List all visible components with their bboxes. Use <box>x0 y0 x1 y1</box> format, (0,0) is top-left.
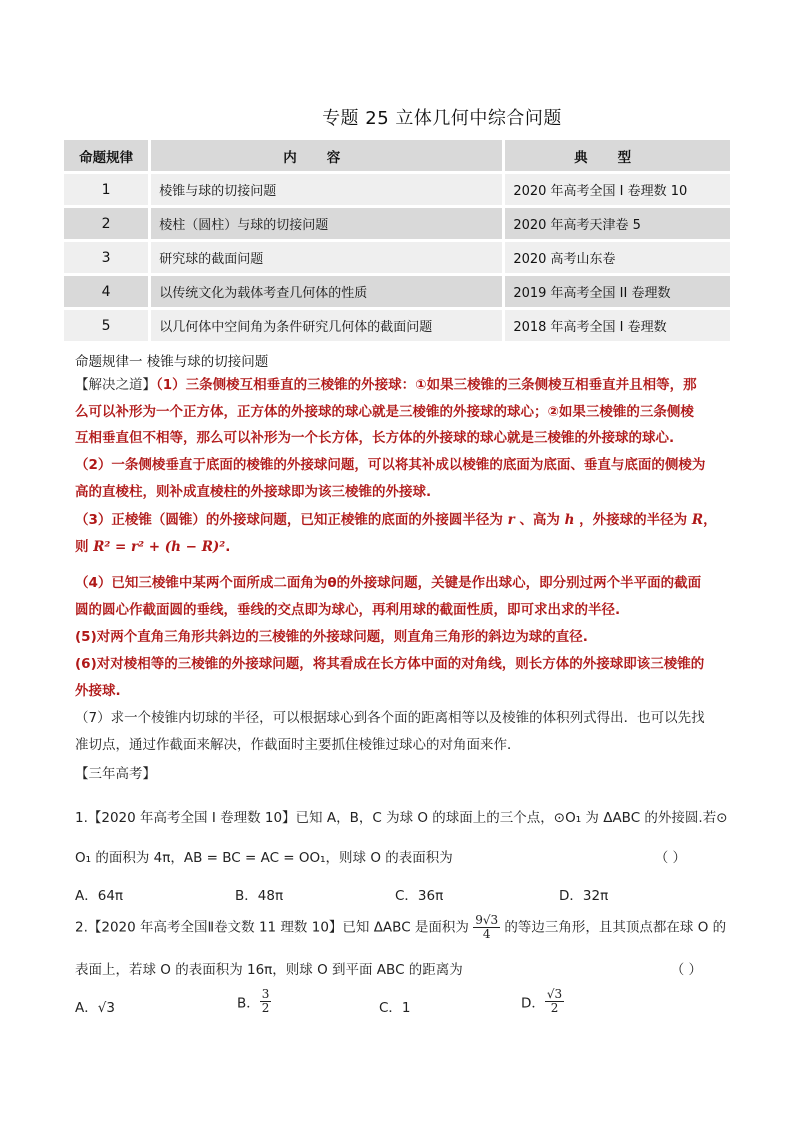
table-header-row <box>64 140 730 171</box>
q2-option-a: A．√3 <box>75 1000 115 1016</box>
method-p3-text2: 、高为 <box>519 512 560 528</box>
method-paragraph-6 <box>75 651 730 704</box>
row-number: 3 <box>64 242 148 273</box>
q2-line1b: 的等边三角形，且其顶点都在球 O 的 <box>504 919 727 936</box>
table-row <box>64 310 730 341</box>
method-p3-text3: ，外接球的半径为 <box>579 512 688 528</box>
row-typical: 2020 年高考全国 I 卷理数 10 <box>502 174 730 205</box>
row-typical: 2020 高考山东卷 <box>502 242 730 273</box>
method-paragraph-2 <box>75 452 730 505</box>
q1-line2: O₁ 的面积为 4π，AB = BC = AC = OO₁，则球 O 的表面积为 <box>75 850 453 866</box>
row-typical: 2018 年高考全国 I 卷理数 <box>502 310 730 341</box>
method-p3-text4: 则 <box>75 538 89 555</box>
table-row <box>64 208 730 239</box>
method-p7-line2: 准切点，通过作截面来解决，作截面时主要抓住棱锥过球心的对角面来作． <box>75 736 521 753</box>
three-years-heading <box>75 761 730 788</box>
math-h: h <box>564 512 575 528</box>
table-row <box>64 276 730 307</box>
table-row <box>64 242 730 273</box>
q1-option-d: D．32π <box>559 888 609 904</box>
page-title: 专题 25 立体几何中综合问题 <box>322 108 562 129</box>
method-p1-line2: 么可以补形为一个正方体，正方体的外接球的球心就是三棱锥的外接球的球心；②如果三棱锥的三条侧棱 <box>75 403 694 420</box>
fraction-numerator: 9√3 <box>475 913 499 927</box>
q1-option-a: A．64π <box>75 888 124 904</box>
question-1-line2 <box>75 846 730 866</box>
q2-option-b <box>237 988 271 1015</box>
fraction-area <box>473 914 500 941</box>
method-paragraph-4 <box>75 570 730 623</box>
method-p6-line2: 外接球. <box>75 682 121 699</box>
method-p7-line1: （7）求一个棱锥内切球的半径，可以根据球心到各个面的距离相等以及棱锥的体积列式得出．也可以先找 <box>75 710 705 726</box>
fraction-denominator: 2 <box>261 1001 270 1015</box>
fraction-denominator: 4 <box>482 927 491 941</box>
q2-option-d-fraction <box>545 988 564 1015</box>
question-2-line2 <box>75 958 730 978</box>
method-p1-line3: 互相垂直但不相等，那么可以补形为一个长方体，长方体的外接球的球心就是三棱锥的外接球的球心. <box>75 430 675 446</box>
row-number: 5 <box>64 310 148 341</box>
method-p6-line1: (6)对对棱相等的三棱锥的外接球问题，将其看成在长方体中面的对角线，则长方体的外接球即该三棱锥的 <box>75 656 705 672</box>
q2-option-b-fraction <box>260 988 272 1015</box>
q2-options <box>75 988 730 1024</box>
table-row <box>64 174 730 205</box>
q1-option-b: B．48π <box>235 888 284 904</box>
row-content: 以传统文化为载体考查几何体的性质 <box>148 276 502 307</box>
sphere-radius-formula: R² = r² + (h − R)² <box>93 538 226 555</box>
row-typical: 2020 年高考天津卷 5 <box>502 208 730 239</box>
header-content: 内容 <box>148 140 502 171</box>
math-r: r <box>507 512 515 528</box>
method-paragraph-7 <box>75 705 730 758</box>
row-content: 棱锥与球的切接问题 <box>148 174 502 205</box>
row-content: 以几何体中空间角为条件研究几何体的截面问题 <box>148 310 502 341</box>
section-title: 命题规律一 棱锥与球的切接问题 <box>75 354 269 370</box>
q2-option-c: C．1 <box>379 1000 411 1016</box>
topics-table <box>64 137 730 344</box>
method-p2-line2: 高的直棱柱，则补成直棱柱的外接球即为该三棱锥的外接球. <box>75 483 432 500</box>
method-label: 【解决之道】 <box>75 377 156 393</box>
method-paragraph-5 <box>75 624 730 651</box>
method-p2-line1: （2）一条侧棱垂直于底面的棱锥的外接球问题，可以将其补成以棱锥的底面为底面、垂直与底面的侧棱为 <box>75 457 706 473</box>
method-paragraph-1 <box>75 372 730 452</box>
method-p5: (5)对两个直角三角形共斜边的三棱锥的外接球问题，则直角三角形的斜边为球的直径. <box>75 629 588 645</box>
header-rule: 命题规律 <box>64 140 148 171</box>
row-content: 研究球的截面问题 <box>148 242 502 273</box>
q1-line1: 1.【2020 年高考全国 I 卷理数 10】已知 A，B，C 为球 O 的球面上的三个点，⊙O₁ 为 ΔABC 的外接圆.若⊙ <box>75 810 728 826</box>
q2-option-d <box>521 988 564 1015</box>
q2-line1a: 2.【2020 年高考全国Ⅱ卷文数 11 理数 10】已知 ΔABC 是面积为 <box>75 919 469 936</box>
header-typical: 典型 <box>502 140 730 171</box>
method-paragraph-3: （3）正棱锥（圆锥）的外接球问题，已知正棱锥的底面的外接圆半径为 r 、高为 h ，外接球的半径为 R， 则 R² = r² + (h − R)². <box>75 512 717 555</box>
row-number: 2 <box>64 208 148 239</box>
q1-option-c: C．36π <box>395 888 444 904</box>
q2-line2: 表面上，若球 O 的表面积为 16π，则球 O 到平面 ABC 的距离为 <box>75 962 463 978</box>
q1-answer-paren: （ ） <box>654 850 686 866</box>
method-p4-line1: （4）已知三棱锥中某两个面所成二面角为θ的外接球问题，关键是作出球心，即分别过两个半平面的截面 <box>75 575 702 591</box>
q2-option-b-label: B． <box>237 995 260 1012</box>
math-R: R <box>691 512 704 528</box>
fraction-numerator: √3 <box>546 987 563 1001</box>
q2-answer-paren: （ ） <box>670 962 702 978</box>
method-p4-line2: 圆的圆心作截面圆的垂线，垂线的交点即为球心，再利用球的截面性质，即可求出求的半径. <box>75 601 621 618</box>
three-years-label: 【三年高考】 <box>75 766 156 782</box>
question-2 <box>75 914 730 941</box>
row-number: 4 <box>64 276 148 307</box>
row-content: 棱柱（圆柱）与球的切接问题 <box>148 208 502 239</box>
fraction-numerator: 3 <box>261 987 270 1001</box>
question-1 <box>75 806 730 826</box>
row-typical: 2019 年高考全国 II 卷理数 <box>502 276 730 307</box>
fraction-denominator: 2 <box>550 1001 559 1015</box>
row-number: 1 <box>64 174 148 205</box>
method-p1-line1: （1）三条侧棱互相垂直的三棱锥的外接球：①如果三棱锥的三条侧棱互相垂直并且相等，那 <box>156 377 697 393</box>
method-p3-text1: （3）正棱锥（圆锥）的外接球问题，已知正棱锥的底面的外接圆半径为 <box>75 512 503 528</box>
q2-option-d-label: D． <box>521 995 545 1012</box>
